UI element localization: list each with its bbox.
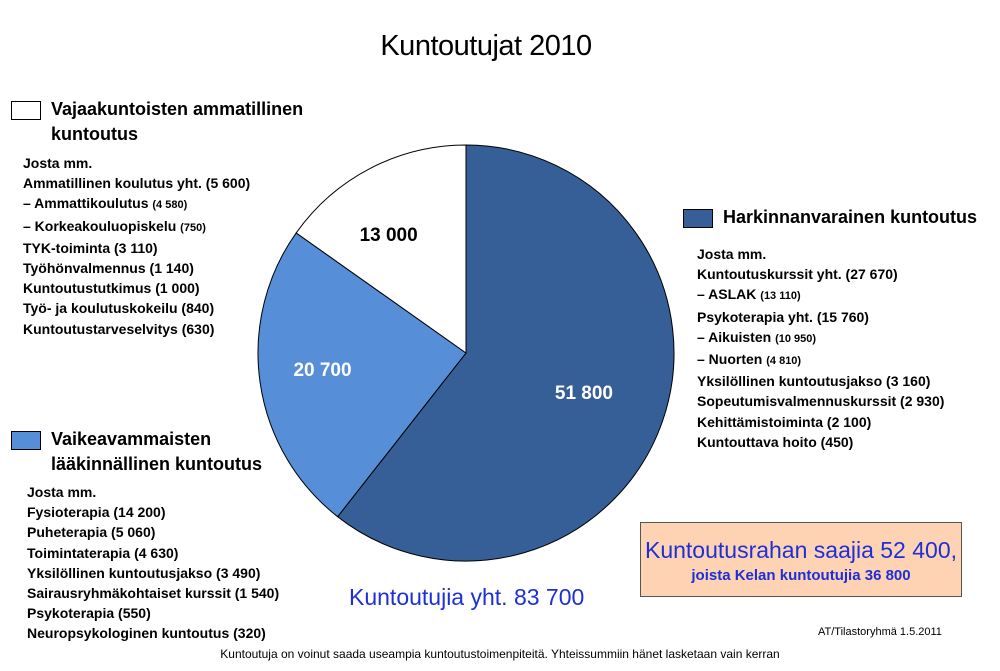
detail-item <box>23 193 250 215</box>
detail-item <box>27 502 279 522</box>
detail-item <box>697 327 944 349</box>
detail-item <box>697 349 944 371</box>
details-list-vaikeavammaisten <box>27 482 279 644</box>
detail-item <box>27 623 279 643</box>
legend-entry-vaikeavammaisten <box>11 427 271 477</box>
detail-item-count: (750) <box>180 221 206 234</box>
total-rehabilitees: Kuntoutujia yht. 83 700 <box>349 584 585 610</box>
detail-item-text: – Aikuisten <box>697 328 776 345</box>
detail-item <box>23 173 250 193</box>
detail-item <box>23 153 250 173</box>
detail-item <box>697 244 944 264</box>
detail-item-text: – Nuorten <box>697 351 767 368</box>
detail-item <box>27 563 279 583</box>
detail-item-text: Puheterapia (5 060) <box>27 524 156 541</box>
legend-swatch-white <box>11 101 41 120</box>
kela-summary-box <box>640 522 962 597</box>
detail-item-text: Josta mm. <box>23 155 93 171</box>
detail-item <box>27 603 279 623</box>
detail-item-text: Kuntoutuskurssit yht. (27 670) <box>697 266 898 283</box>
detail-item <box>697 432 944 452</box>
detail-item <box>23 319 250 339</box>
detail-item <box>697 264 944 284</box>
legend-label-harkinnanvarainen: Harkinnanvarainen kuntoutus <box>723 207 978 227</box>
detail-item <box>23 216 250 238</box>
detail-item-text: Yksilöllinen kuntoutusjakso (3 160) <box>697 373 931 390</box>
pie-chart <box>250 140 690 580</box>
legend-label-vajaakuntoisten: Vajaakuntoisten ammatillinen kuntoutus <box>51 99 304 144</box>
pie-value-label: 13 000 <box>359 225 418 247</box>
detail-item <box>23 298 250 318</box>
legend-entry-vajaakuntoisten <box>11 97 311 147</box>
legend-swatch-dark-blue <box>683 209 713 228</box>
detail-item-text: Työhönvalmennus (1 140) <box>23 260 194 277</box>
kela-main-text: Kuntoutusrahan saajia 52 400, <box>644 537 958 563</box>
detail-item-text: Josta mm. <box>27 484 97 500</box>
detail-item-text: Kuntouttava hoito (450) <box>697 433 854 450</box>
legend-swatch-light-blue <box>11 431 41 450</box>
detail-item-text: Kehittämistoiminta (2 100) <box>697 413 872 430</box>
detail-item <box>23 258 250 278</box>
detail-item <box>23 238 250 258</box>
detail-item-text: Kuntoutustutkimus (1 000) <box>23 280 200 297</box>
detail-item-text: – Ammattikoulutus <box>23 195 153 212</box>
detail-item <box>697 412 944 432</box>
detail-item-text: Ammatillinen koulutus yht. (5 600) <box>23 175 251 192</box>
detail-item <box>27 543 279 563</box>
pie-value-label: 51 800 <box>554 382 614 404</box>
pie-value-label: 20 700 <box>293 360 352 382</box>
detail-item-text: Josta mm. <box>697 246 767 262</box>
detail-item <box>27 583 279 603</box>
detail-item-text: – ASLAK <box>697 286 761 303</box>
source-note: AT/Tilastoryhmä 1.5.2011 <box>818 626 942 638</box>
detail-item <box>27 522 279 542</box>
detail-item-text: Sairausryhmäkohtaiset kurssit (1 540) <box>27 585 280 602</box>
detail-item-text: Kuntoutustarveselvitys (630) <box>23 320 215 337</box>
legend-entry-harkinnanvarainen <box>683 205 983 230</box>
detail-item-count: (13 110) <box>760 290 801 303</box>
detail-item <box>697 391 944 411</box>
detail-item-text: Sopeutumisvalmennuskurssit (2 930) <box>697 393 945 410</box>
detail-item-text: – Korkeakouluopiskelu <box>23 217 181 234</box>
detail-item-count: (10 950) <box>775 332 817 345</box>
detail-item <box>27 482 279 502</box>
chart-title: Kuntoutujat 2010 <box>380 30 592 62</box>
detail-item-text: Fysioterapia (14 200) <box>27 504 166 521</box>
pie-slices <box>258 145 674 561</box>
detail-item-text: Yksilöllinen kuntoutusjakso (3 490) <box>27 564 261 581</box>
detail-item <box>697 371 944 391</box>
footnote: Kuntoutuja on voinut saada useampia kuntoutustoimenpiteitä. Yhteissummiin hänet lasketaan vain kerran <box>220 647 780 661</box>
detail-item <box>697 307 944 327</box>
detail-item-text: Toimintaterapia (4 630) <box>27 544 179 561</box>
detail-item-count: (4 810) <box>766 355 802 368</box>
detail-item <box>23 278 250 298</box>
detail-item-text: Psykoterapia (550) <box>27 605 151 622</box>
legend-label-vaikeavammaisten: Vaikeavammaisten lääkinnällinen kuntoutus <box>51 429 263 474</box>
detail-item-text: Psykoterapia yht. (15 760) <box>697 308 869 325</box>
details-list-harkinnanvarainen <box>697 244 944 452</box>
detail-item <box>697 284 944 306</box>
detail-item-count: (4 580) <box>152 199 188 212</box>
detail-item-text: TYK-toiminta (3 110) <box>23 239 158 256</box>
details-list-vajaakuntoisten <box>23 153 250 339</box>
kela-sub-text: joista Kelan kuntoutujia 36 800 <box>691 567 911 584</box>
detail-item-text: Työ- ja koulutuskokeilu (840) <box>23 300 215 317</box>
detail-item-text: Neuropsykologinen kuntoutus (320) <box>27 625 266 642</box>
